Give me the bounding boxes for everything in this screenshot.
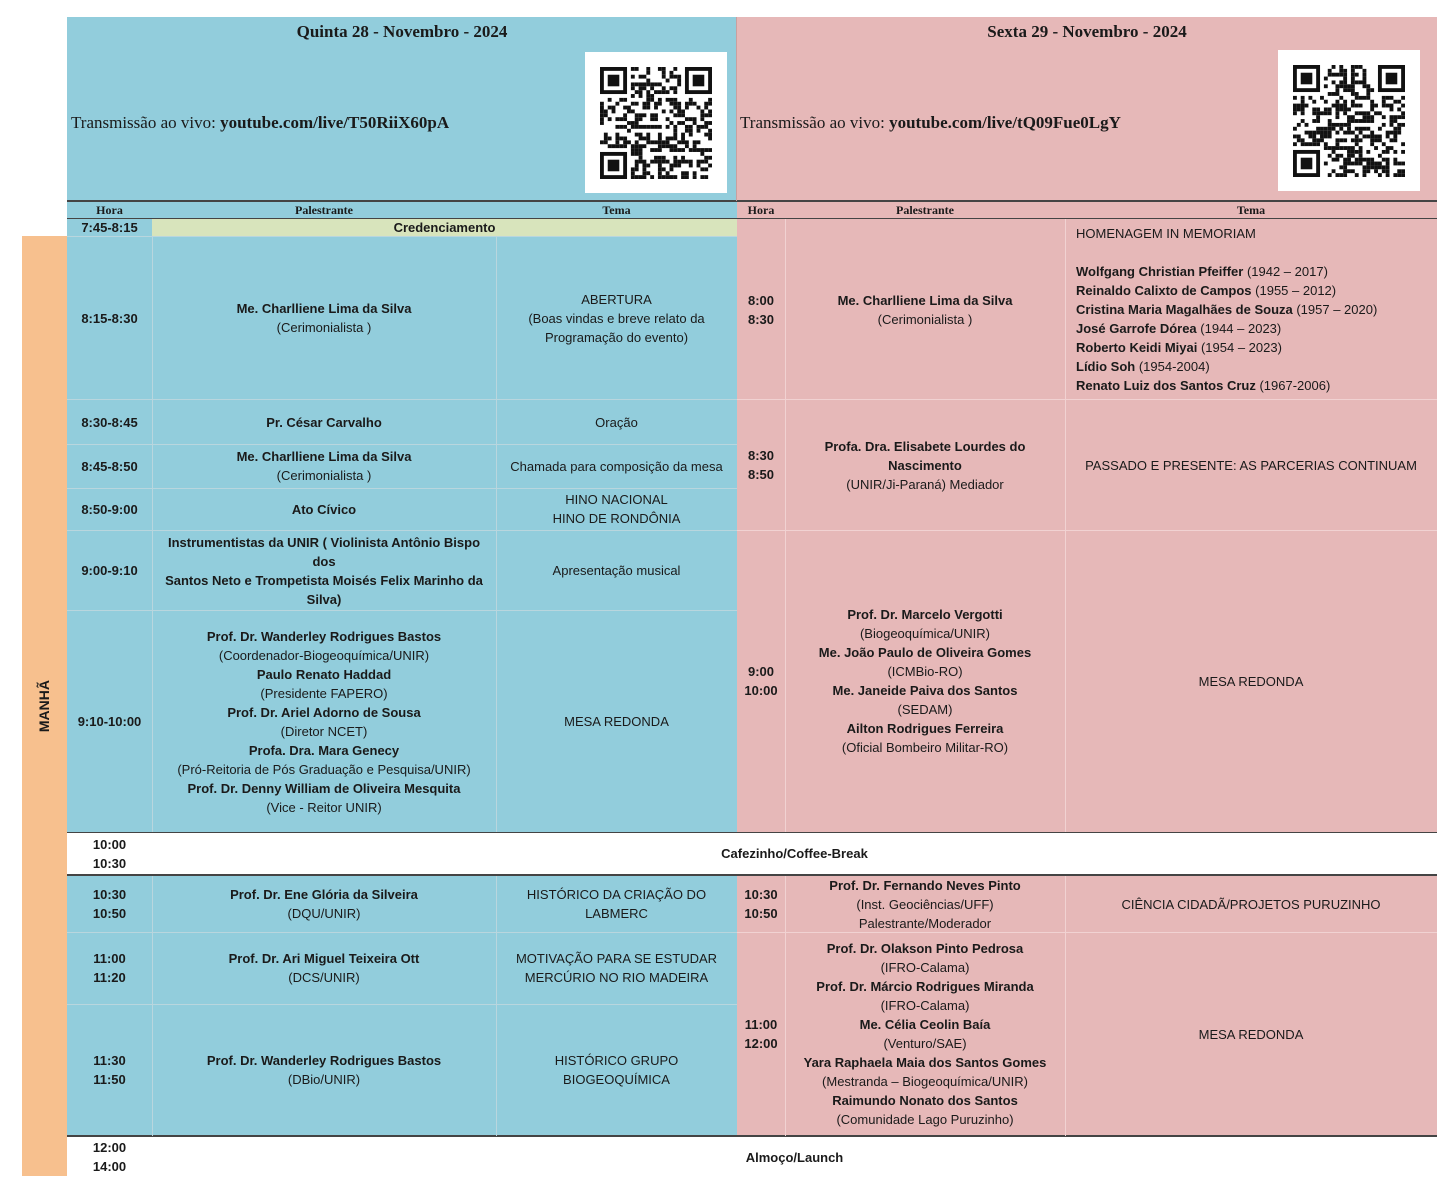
time-end: 14:00 bbox=[92, 1159, 127, 1174]
day2-row3-time bbox=[737, 530, 785, 832]
memoriam-item: José Garrofe Dórea (1944 – 2023) bbox=[1076, 321, 1282, 336]
speaker-name: Ailton Rodrigues Ferreira bbox=[846, 721, 1004, 736]
speaker-role: (Inst. Geociências/UFF) bbox=[856, 896, 994, 912]
time-start: 10:00 bbox=[92, 836, 127, 852]
speaker-name: Prof. Dr. Wanderley Rodrigues Bastos bbox=[206, 1053, 442, 1068]
day2-stream bbox=[740, 113, 1121, 133]
day1-row2-time: 8:30-8:45 bbox=[67, 400, 152, 444]
speaker-role: (Cerimonialista ) bbox=[276, 320, 372, 335]
day2-row2-time bbox=[737, 400, 785, 530]
speaker-name: Prof. Dr. Ariel Adorno de Sousa bbox=[227, 704, 421, 720]
day1-row6-mesa bbox=[152, 611, 496, 832]
day1-row5-speaker bbox=[152, 530, 496, 611]
day1-row3-speaker bbox=[152, 444, 496, 488]
day2-row3-tema: MESA REDONDA bbox=[1065, 530, 1437, 832]
day1-row3-tema: Chamada para composição da mesa bbox=[496, 444, 737, 488]
speaker-role: (Venturo/SAE) bbox=[883, 1036, 967, 1051]
speaker-name: Me. Charlliene Lima da Silva bbox=[236, 449, 412, 464]
speaker-role: (IFRO-Calama) bbox=[880, 998, 970, 1013]
day1-title: Quinta 28 - Novembro - 2024 bbox=[296, 21, 508, 41]
period-label: MANHÃ bbox=[36, 679, 52, 733]
speaker-name: Prof. Dr. Denny William de Oliveira Mesquita bbox=[187, 780, 461, 796]
speaker-name: Me. Charlliene Lima da Silva bbox=[236, 301, 412, 316]
time-end: 12:00 bbox=[744, 1036, 778, 1051]
day2-row1-time bbox=[737, 219, 785, 400]
speaker-role: (UNIR/Ji-Paraná) Mediador bbox=[846, 476, 1004, 492]
day1-cred-time: 7:45-8:15 bbox=[67, 219, 152, 236]
day2-qr-code[interactable] bbox=[1278, 50, 1420, 191]
day1-row7-time: 10:30 10:50 bbox=[67, 876, 152, 932]
day2-row5-tema: MESA REDONDA bbox=[1065, 932, 1437, 1136]
speaker-line: Instrumentistas da UNIR ( Violinista Antônio Bispo dos bbox=[167, 534, 481, 569]
speaker-role: (DCS/UNIR) bbox=[288, 970, 360, 985]
day1-row9-time: 11:30 11:50 bbox=[67, 1004, 152, 1136]
day2-header-hora: Hora bbox=[737, 202, 785, 218]
day2-row1-tema bbox=[1065, 219, 1437, 400]
coffee-time bbox=[67, 833, 152, 874]
speaker-role: (Biogeoquímica/UNIR) bbox=[859, 626, 991, 641]
speaker-name: Raimundo Nonato dos Santos bbox=[832, 1093, 1018, 1108]
day1-row7-speaker bbox=[152, 876, 496, 932]
day1-qr-code[interactable] bbox=[585, 52, 727, 193]
day1-row4-time: 8:50-9:00 bbox=[67, 488, 152, 530]
speaker-name: Me. Janeide Paiva dos Santos bbox=[832, 683, 1018, 698]
day1-row8-speaker bbox=[152, 932, 496, 1004]
speaker-name: Prof. Dr. Fernando Neves Pinto bbox=[829, 877, 1021, 893]
day2-title-cell bbox=[737, 17, 1437, 45]
day1-row7-tema: HISTÓRICO DA CRIAÇÃO DO LABMERC bbox=[496, 876, 737, 932]
day2-stream-label: Transmissão ao vivo: bbox=[740, 113, 890, 132]
day1-row1-tema bbox=[496, 236, 737, 400]
speaker-role: (Diretor NCET) bbox=[280, 723, 368, 739]
day2-row5-mesa bbox=[785, 932, 1065, 1136]
speaker-name: Yara Raphaela Maia dos Santos Gomes bbox=[803, 1055, 1047, 1070]
period-bar bbox=[22, 236, 67, 1176]
day1-row5-tema: Apresentação musical bbox=[496, 530, 737, 611]
time-end: 8:30 bbox=[747, 311, 775, 327]
day1-row4-speaker: Ato Cívico bbox=[152, 488, 496, 530]
tema-line: Programação do evento) bbox=[544, 329, 689, 345]
day1-stream bbox=[71, 113, 449, 133]
speaker-role: (Presidente FAPERO) bbox=[260, 685, 388, 701]
day2-row4-time bbox=[737, 876, 785, 932]
speaker-role: (Comunidade Lago Puruzinho) bbox=[836, 1112, 1014, 1127]
time-start: 9:00 bbox=[747, 664, 775, 679]
day1-row4-tema bbox=[496, 488, 737, 530]
day2-header-palestrante: Palestrante bbox=[785, 202, 1065, 218]
speaker-role: (Coordenador-Biogeoquímica/UNIR) bbox=[218, 647, 430, 663]
memoriam-item: Lídio Soh (1954-2004) bbox=[1076, 359, 1210, 374]
day1-row5-time: 9:00-9:10 bbox=[67, 530, 152, 611]
speaker-role: (DBio/UNIR) bbox=[287, 1072, 361, 1087]
speaker-name: Me. João Paulo de Oliveira Gomes bbox=[818, 645, 1032, 660]
speaker-role: (ICMBio-RO) bbox=[887, 664, 963, 679]
speaker-name: Prof. Dr. Ari Miguel Teixeira Ott bbox=[228, 951, 420, 966]
memoriam-item: Cristina Maria Magalhães de Souza (1957 – 2020) bbox=[1076, 302, 1378, 317]
speaker-name: Me. Célia Ceolin Baía bbox=[859, 1017, 991, 1032]
day1-stream-label: Transmissão ao vivo: bbox=[71, 113, 221, 132]
speaker-line: Santos Neto e Trompetista Moisés Felix Marinho da bbox=[165, 572, 483, 588]
day2-row5-time bbox=[737, 932, 785, 1136]
speaker-role: (Pró-Reitoria de Pós Graduação e Pesquisa/UNIR) bbox=[177, 761, 471, 777]
day1-row8-time: 11:00 11:20 bbox=[67, 932, 152, 1004]
day1-row8-tema bbox=[496, 932, 737, 1004]
tema-line: (Boas vindas e breve relato da bbox=[528, 310, 705, 326]
speaker-role: (SEDAM) bbox=[897, 702, 953, 717]
day1-row3-time: 8:45-8:50 bbox=[67, 444, 152, 488]
day2-row2-tema: PASSADO E PRESENTE: AS PARCERIAS CONTINUAM bbox=[1065, 400, 1437, 530]
qr-code-icon bbox=[600, 67, 712, 179]
day1-row9-tema: HISTÓRICO GRUPO BIOGEOQUÍMICA bbox=[496, 1004, 737, 1136]
coffee-label: Cafezinho/Coffee-Break bbox=[152, 833, 1437, 874]
tema-line: ABERTURA bbox=[581, 291, 652, 307]
day2-title: Sexta 29 - Novembro - 2024 bbox=[987, 21, 1187, 41]
speaker-name: Prof. Dr. Ene Glória da Silveira bbox=[230, 887, 418, 902]
day1-header-tema: Tema bbox=[496, 202, 737, 218]
speaker-line: Silva) bbox=[306, 591, 342, 607]
speaker-role: (IFRO-Calama) bbox=[880, 960, 970, 975]
day1-row1-speaker bbox=[152, 236, 496, 400]
day1-row6-time: 9:10-10:00 bbox=[67, 611, 152, 832]
day1-row2-speaker: Pr. César Carvalho bbox=[152, 400, 496, 444]
speaker-role: (Mestranda – Biogeoquímica/UNIR) bbox=[822, 1074, 1028, 1089]
speaker-name: Profa. Dra. Elisabete Lourdes do Nascimento bbox=[824, 438, 1026, 473]
time-end: 8:50 bbox=[747, 467, 775, 482]
tema-line: HINO DE RONDÔNIA bbox=[552, 511, 681, 526]
qr-code-icon bbox=[1293, 65, 1405, 177]
memoriam-item: Reinaldo Calixto de Campos (1955 – 2012) bbox=[1076, 283, 1337, 298]
time-start: 10:30 bbox=[744, 887, 778, 902]
speaker-name: Profa. Dra. Mara Genecy bbox=[248, 742, 400, 758]
speaker-role: Palestrante/Moderador bbox=[858, 915, 992, 931]
speaker-role: (Cerimonialista ) bbox=[877, 311, 973, 327]
speaker-name: Me. Charlliene Lima da Silva bbox=[837, 292, 1013, 308]
speaker-name: Prof. Dr. Marcelo Vergotti bbox=[847, 607, 1003, 622]
memoriam-title: HOMENAGEM IN MEMORIAM bbox=[1076, 226, 1256, 241]
lunch-time bbox=[67, 1137, 152, 1177]
day2-row4-tema: CIÊNCIA CIDADÃ/PROJETOS PURUZINHO bbox=[1065, 876, 1437, 932]
tema-line: MERCÚRIO NO RIO MADEIRA bbox=[524, 970, 709, 985]
day1-row1-time: 8:15-8:30 bbox=[67, 236, 152, 400]
speaker-role: (Cerimonialista ) bbox=[276, 468, 372, 483]
day1-row2-tema: Oração bbox=[496, 400, 737, 444]
speaker-role: (Vice - Reitor UNIR) bbox=[266, 799, 382, 815]
time-start: 12:00 bbox=[92, 1140, 127, 1155]
speaker-name: Prof. Dr. Olakson Pinto Pedrosa bbox=[826, 941, 1024, 956]
speaker-name: Paulo Renato Haddad bbox=[256, 666, 392, 682]
speaker-role: (Oficial Bombeiro Militar-RO) bbox=[841, 740, 1009, 755]
day2-row3-mesa bbox=[785, 530, 1065, 832]
memoriam-item: Renato Luiz dos Santos Cruz (1967-2006) bbox=[1076, 378, 1331, 393]
speaker-name: Prof. Dr. Wanderley Rodrigues Bastos bbox=[206, 628, 442, 644]
memoriam-item: Wolfgang Christian Pfeiffer (1942 – 2017) bbox=[1076, 264, 1328, 279]
time-end: 10:30 bbox=[92, 855, 127, 871]
time-end: 10:50 bbox=[744, 906, 778, 921]
day2-header-tema: Tema bbox=[1065, 202, 1437, 218]
day1-title-cell bbox=[67, 17, 737, 45]
memoriam-item: Roberto Keidi Miyai (1954 – 2023) bbox=[1076, 340, 1282, 355]
time-start: 8:00 bbox=[747, 292, 775, 308]
speaker-name: Prof. Dr. Márcio Rodrigues Miranda bbox=[816, 979, 1034, 994]
day2-stream-cell bbox=[737, 45, 1437, 201]
day1-header-palestrante: Palestrante bbox=[152, 202, 496, 218]
day2-stream-url[interactable]: youtube.com/live/tQ09Fue0LgY bbox=[889, 113, 1121, 132]
lunch-label: Almoço/Launch bbox=[152, 1137, 1437, 1177]
day1-row9-speaker bbox=[152, 1004, 496, 1136]
day2-row2-speaker bbox=[785, 400, 1065, 530]
day1-stream-url[interactable]: youtube.com/live/T50RiiX60pA bbox=[220, 113, 450, 132]
day1-cred-label: Credenciamento bbox=[152, 219, 737, 236]
day2-row4-speaker bbox=[785, 876, 1065, 932]
time-end: 10:00 bbox=[744, 683, 778, 698]
time-start: 8:30 bbox=[747, 448, 775, 463]
time-start: 11:00 bbox=[744, 1017, 778, 1032]
day1-header-hora: Hora bbox=[67, 202, 152, 218]
tema-line: HINO NACIONAL bbox=[565, 492, 668, 507]
day1-stream-cell bbox=[67, 45, 737, 201]
day2-row1-speaker bbox=[785, 219, 1065, 400]
tema-line: MOTIVAÇÃO PARA SE ESTUDAR bbox=[515, 951, 718, 966]
speaker-role: (DQU/UNIR) bbox=[287, 906, 361, 921]
day1-row6-tema: MESA REDONDA bbox=[496, 611, 737, 832]
